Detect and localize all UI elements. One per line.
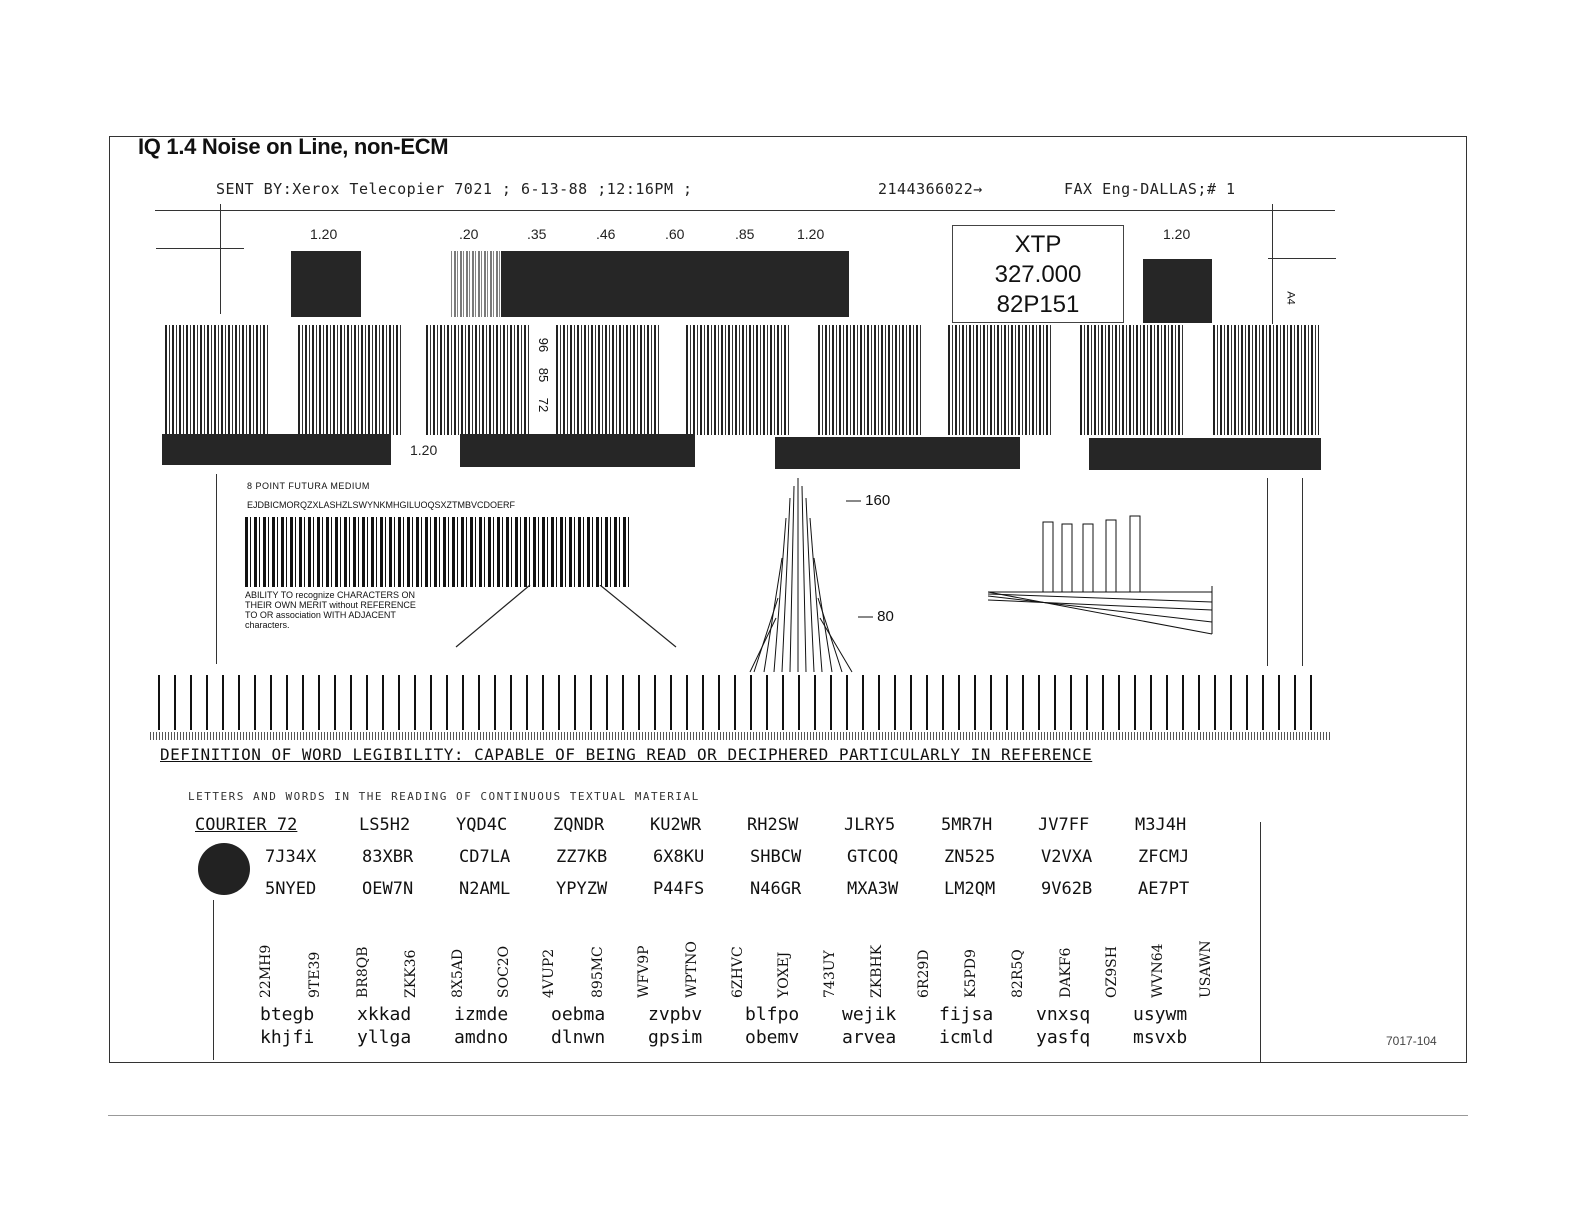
courier-code: JLRY5 xyxy=(844,815,896,835)
courier-left-rule xyxy=(213,900,214,1060)
vertical-code: 82R5Q xyxy=(1010,949,1026,998)
resolution-panel-4 xyxy=(556,325,659,435)
noise-band xyxy=(150,732,1330,740)
chart-label-80: 80 xyxy=(877,608,894,625)
right-rule-2 xyxy=(1302,478,1303,666)
courier-code: 83XBR xyxy=(362,847,414,867)
fax-number: 2144366022→ xyxy=(878,180,983,198)
resolution-panel-9 xyxy=(1213,325,1319,435)
lowercase-word: arvea xyxy=(842,1027,897,1048)
resolution-panel-8 xyxy=(1080,325,1183,435)
vertical-code: 4VUP2 xyxy=(541,948,557,998)
resolution-panel-3 xyxy=(426,325,529,435)
density-label-60: .60 xyxy=(665,226,685,242)
density-block-right xyxy=(1143,259,1212,323)
courier-code: YQD4C xyxy=(456,815,508,835)
lowercase-word: amdno xyxy=(454,1027,509,1048)
futura-left-rule xyxy=(216,474,217,664)
courier-label: COURIER 72 xyxy=(195,815,298,835)
courier-code: ZFCMJ xyxy=(1138,847,1190,867)
figure-code: 7017-104 xyxy=(1386,1034,1437,1048)
courier-code: ZQNDR xyxy=(553,815,605,835)
perspective-pillars xyxy=(988,510,1216,636)
courier-row-1 xyxy=(195,815,1232,835)
resolution-label-85: 85 xyxy=(536,367,551,383)
density-bar-4 xyxy=(1089,438,1321,470)
lowercase-word: dlnwn xyxy=(551,1027,606,1048)
xtp-line-3: 82P151 xyxy=(996,291,1080,318)
resolution-label-72: 72 xyxy=(536,397,551,413)
resolution-panel-1 xyxy=(165,325,268,435)
courier-code: M3J4H xyxy=(1135,815,1187,835)
courier-code: LS5H2 xyxy=(359,815,411,835)
lowercase-word: oebma xyxy=(551,1004,606,1025)
right-rule-1 xyxy=(1267,478,1268,666)
courier-code: GTCOQ xyxy=(847,847,899,867)
courier-right-rule xyxy=(1260,822,1261,1062)
density-label-46: .46 xyxy=(596,226,616,242)
courier-code: P44FS xyxy=(653,879,705,899)
courier-code: JV7FF xyxy=(1038,815,1090,835)
xtp-line-1: XTP xyxy=(1014,231,1062,258)
courier-code: AE7PT xyxy=(1138,879,1190,899)
vertical-code: 9TE39 xyxy=(307,951,323,998)
courier-code: OEW7N xyxy=(362,879,414,899)
vertical-code: K5PD9 xyxy=(963,949,979,998)
resolution-labels xyxy=(534,330,552,420)
chart-label-160: 160 xyxy=(865,492,891,509)
density-label-right: 1.20 xyxy=(1163,226,1191,242)
courier-code: N2AML xyxy=(459,879,511,899)
courier-code: ZN525 xyxy=(944,847,996,867)
density-block-wide xyxy=(501,251,849,317)
courier-code: YPYZW xyxy=(556,879,608,899)
lowercase-row-2 xyxy=(260,1027,1230,1048)
lowercase-word: btegb xyxy=(260,1004,315,1025)
futura-paragraph: ABILITY TO recognize CHARACTERS ON THEIR OWN MERIT without REFERENCE TO OR association WITH ADJACENT characters. xyxy=(245,590,416,630)
density-block-light xyxy=(451,251,501,317)
density-block-left xyxy=(291,251,361,317)
xtp-line-2: 327.000 xyxy=(994,261,1082,288)
legibility-definition: DEFINITION OF WORD LEGIBILITY: CAPABLE OF BEING READ OR DECIPHERED PARTICULARLY IN REFERENCE xyxy=(160,745,1093,764)
lowercase-word: zvpbv xyxy=(648,1004,703,1025)
lowercase-word: yasfq xyxy=(1036,1027,1091,1048)
registration-mark-right xyxy=(1272,204,1273,324)
resolution-panel-7 xyxy=(948,325,1051,435)
lowercase-word: yllga xyxy=(357,1027,412,1048)
courier-code: 9V62B xyxy=(1041,879,1093,899)
courier-row-3 xyxy=(265,879,1235,899)
lowercase-word: obemv xyxy=(745,1027,800,1048)
lowercase-word: icmld xyxy=(939,1027,994,1048)
page-title: IQ 1.4 Noise on Line, non-ECM xyxy=(138,134,449,159)
lowercase-word: xkkad xyxy=(357,1004,412,1025)
registration-cross-left xyxy=(156,248,244,249)
courier-code: RH2SW xyxy=(747,815,799,835)
density-label-35: .35 xyxy=(527,226,547,242)
courier-code: 7J34X xyxy=(265,847,317,867)
lowercase-word: izmde xyxy=(454,1004,509,1025)
vertical-code: ZKBHK xyxy=(869,944,885,998)
courier-code: KU2WR xyxy=(650,815,702,835)
spike-resolution-chart xyxy=(748,478,858,674)
vertical-code: OZ9SH xyxy=(1104,946,1120,998)
tick-ruler xyxy=(158,675,1323,730)
lowercase-word: vnxsq xyxy=(1036,1004,1091,1025)
courier-code: N46GR xyxy=(750,879,802,899)
vertical-code: DAKF6 xyxy=(1058,947,1074,998)
vertical-code: YOXEJ xyxy=(776,951,792,998)
density-label-20: .20 xyxy=(459,226,479,242)
xtp-box xyxy=(952,225,1124,323)
vertical-code: 895MC xyxy=(590,946,606,998)
courier-code: 5NYED xyxy=(265,879,317,899)
registration-cross-right xyxy=(1268,258,1336,259)
futura-barcode xyxy=(245,517,630,587)
courier-code: LM2QM xyxy=(944,879,996,899)
futura-heading: 8 POINT FUTURA MEDIUM xyxy=(247,481,370,491)
vertical-code: ZKK36 xyxy=(403,949,419,998)
lowercase-word: gpsim xyxy=(648,1027,703,1048)
vertical-code: USAWN xyxy=(1198,940,1214,998)
density-bar-1 xyxy=(162,434,391,465)
vertical-code: BR8QB xyxy=(355,946,371,998)
density-label-middle: 1.20 xyxy=(410,442,438,458)
resolution-panel-2 xyxy=(298,325,401,435)
corner-mark: A4 xyxy=(1284,291,1297,305)
chart-label-80-container: — 80 xyxy=(858,608,894,625)
resolution-panel-5 xyxy=(686,325,789,435)
vertical-code: 6R29D xyxy=(916,949,932,998)
density-label-120: 1.20 xyxy=(797,226,825,242)
legibility-continuation: LETTERS AND WORDS IN THE READING OF CONTINUOUS TEXTUAL MATERIAL xyxy=(188,790,700,803)
lowercase-word: blfpo xyxy=(745,1004,800,1025)
density-bar-2 xyxy=(460,434,695,467)
courier-code: MXA3W xyxy=(847,879,899,899)
footer-rule xyxy=(108,1115,1468,1116)
resolution-panel-6 xyxy=(818,325,921,435)
lowercase-word: khjfi xyxy=(260,1027,315,1048)
courier-code: V2VXA xyxy=(1041,847,1093,867)
vertical-code: 6ZHVC xyxy=(730,946,746,998)
courier-row-2 xyxy=(265,847,1235,867)
density-label-left: 1.20 xyxy=(310,226,338,242)
lowercase-word: msvxb xyxy=(1133,1027,1188,1048)
futura-wedge-lines xyxy=(450,585,680,649)
lowercase-word: wejik xyxy=(842,1004,897,1025)
futura-alphabet: EJDBICMORQZXLASHZLSWYNKMHGILUOQSXZTMBVCDOERF xyxy=(247,500,516,510)
lowercase-row-1 xyxy=(260,1004,1230,1025)
fax-destination: FAX Eng-DALLAS;# 1 xyxy=(1064,180,1236,198)
fax-sent-by: SENT BY:Xerox Telecopier 7021 ; 6-13-88 ;12:16PM ; xyxy=(216,180,693,198)
resolution-label-96: 96 xyxy=(536,337,551,353)
lowercase-word: fijsa xyxy=(939,1004,994,1025)
courier-code: 6X8KU xyxy=(653,847,705,867)
registration-mark-left xyxy=(220,204,221,314)
vertical-code: 8X5AD xyxy=(450,948,466,998)
courier-code: CD7LA xyxy=(459,847,511,867)
vertical-code: WPTNO xyxy=(684,941,700,998)
registration-dot xyxy=(198,843,250,895)
density-bar-3 xyxy=(775,437,1020,469)
courier-code: ZZ7KB xyxy=(556,847,608,867)
header-rule xyxy=(155,210,1335,211)
courier-code: SHBCW xyxy=(750,847,802,867)
vertical-code: WFV9P xyxy=(636,945,652,998)
vertical-code: 22MH9 xyxy=(258,944,274,998)
density-label-85: .85 xyxy=(735,226,755,242)
lowercase-word: usywm xyxy=(1133,1004,1188,1025)
vertical-code: SOC2O xyxy=(496,945,512,998)
vertical-code: 743UY xyxy=(822,950,838,998)
vertical-code: WVN64 xyxy=(1150,943,1166,998)
chart-label-160-container: — 160 xyxy=(846,492,891,509)
courier-code: 5MR7H xyxy=(941,815,993,835)
